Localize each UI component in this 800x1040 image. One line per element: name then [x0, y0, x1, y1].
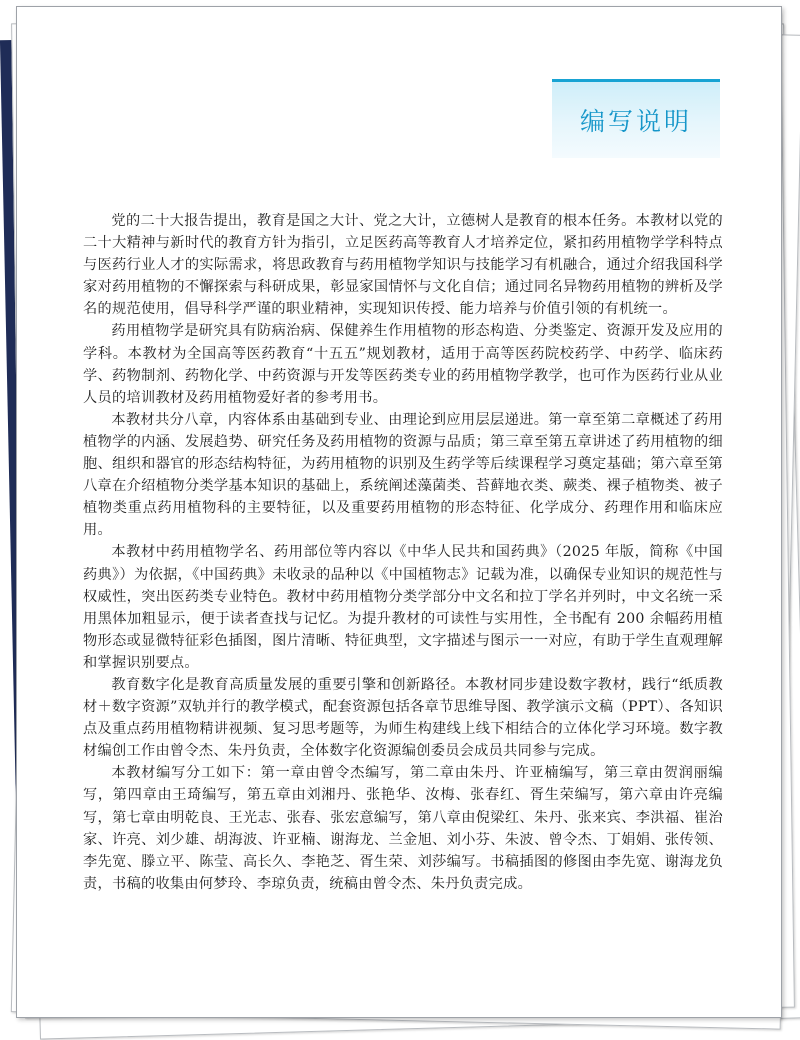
body-text	[83, 210, 723, 895]
paragraph-4: 本教材中药用植物学名、药用部位等内容以《中华人民共和国药典》（2025 年版，简称《中国药典》）为依据，《中国药典》未收录的品种以《中国植物志》记载为准，以确保专业知识的规范性与权威性，突出医药类专业特色。教材中药用植物分类学部分中文名和拉丁学名并列时，中文名统一采用黑体加粗显示，便于读者查找与记忆。为提升教材的可读性与实用性，全书配有 200 余幅药用植物形态或显微特征彩色插图，图片清晰、特征典型，文字描述与图示一一对应，有助于学生直观理解和掌握识别要点。	[83, 544, 723, 671]
title-banner	[552, 79, 720, 158]
paragraph-5: 教育数字化是教育高质量发展的重要引擎和创新路径。本教材同步建设数字教材，践行“纸质教材＋数字资源”双轨并行的教学模式，配套资源包括各章节思维导图、教学演示文稿（PPT）、各知识点及重点药用植物精讲视频、复习思考题等，为师生构建线上线下相结合的立体化学习环境。数字教材编创工作由曾令杰、朱丹负责，全体数字化资源编创委员会成员共同参与完成。	[83, 676, 723, 760]
paragraph-6: 本教材编写分工如下：第一章由曾令杰编写，第二章由朱丹、许亚楠编写，第三章由贺润丽编写，第四章由王琦编写，第五章由刘湘丹、张艳华、汝梅、张春红、胥生荣编写，第六章由许亮编写，第七章由明乾良、王光志、张春、张宏意编写，第八章由倪梁红、朱丹、张来宾、李洪福、崔治家、许亮、刘少雄、胡海波、许亚楠、谢海龙、兰金旭、刘小芬、朱波、曾令杰、丁娟娟、张传领、李先宽、滕立平、陈莹、高长久、李艳芝、胥生荣、刘莎编写。书稿插图的修图由李先宽、谢海龙负责，书稿的收集由何梦玲、李琼负责，统稿由曾令杰、朱丹负责完成。	[83, 765, 723, 892]
paragraph-2: 药用植物学是研究具有防病治病、保健养生作用植物的形态构造、分类鉴定、资源开发及应用的学科。本教材为全国高等医药教育“十五五”规划教材，适用于高等医药院校药学、中药学、临床药学、药物制剂、药物化学、中药资源与开发等医药类专业的药用植物学教学，也可作为医药行业从业人员的培训教材及药用植物爱好者的参考用书。	[83, 323, 723, 406]
page-title: 编写说明	[579, 107, 692, 136]
document-page	[16, 6, 782, 1018]
paragraph-1: 党的二十大报告提出，教育是国之大计、党之大计，立德树人是教育的根本任务。本教材以党的二十大精神与新时代的教育方针为指引，立足医药高等教育人才培养定位，紧扣药用植物学学科特点与医药行业人才的实际需求，将思政教育与药用植物学知识与技能学习有机融合，通过介绍我国科学家对药用植物的不懈探索与科研成果，彰显家国情怀与文化自信；通过同名异物药用植物的辨析及学名的规范使用，倡导科学严谨的职业精神，实现知识传授、能力培养与价值引领的有机统一。	[83, 213, 723, 318]
paragraph-3: 本教材共分八章，内容体系由基础到专业、由理论到应用层层递进。第一章至第二章概述了药用植物学的内涵、发展趋势、研究任务及药用植物的资源与品质；第三章至第五章讲述了药用植物的细胞、组织和器官的形态结构特征，为药用植物的识别及生药学等后续课程学习奠定基础；第六章至第八章在介绍植物分类学基本知识的基础上，系统阐述藻菌类、苔藓地衣类、蕨类、裸子植物类、被子植物类重点药用植物科的主要特征，以及重要药用植物的形态特征、化学成分、药理作用和临床应用。	[83, 411, 723, 539]
